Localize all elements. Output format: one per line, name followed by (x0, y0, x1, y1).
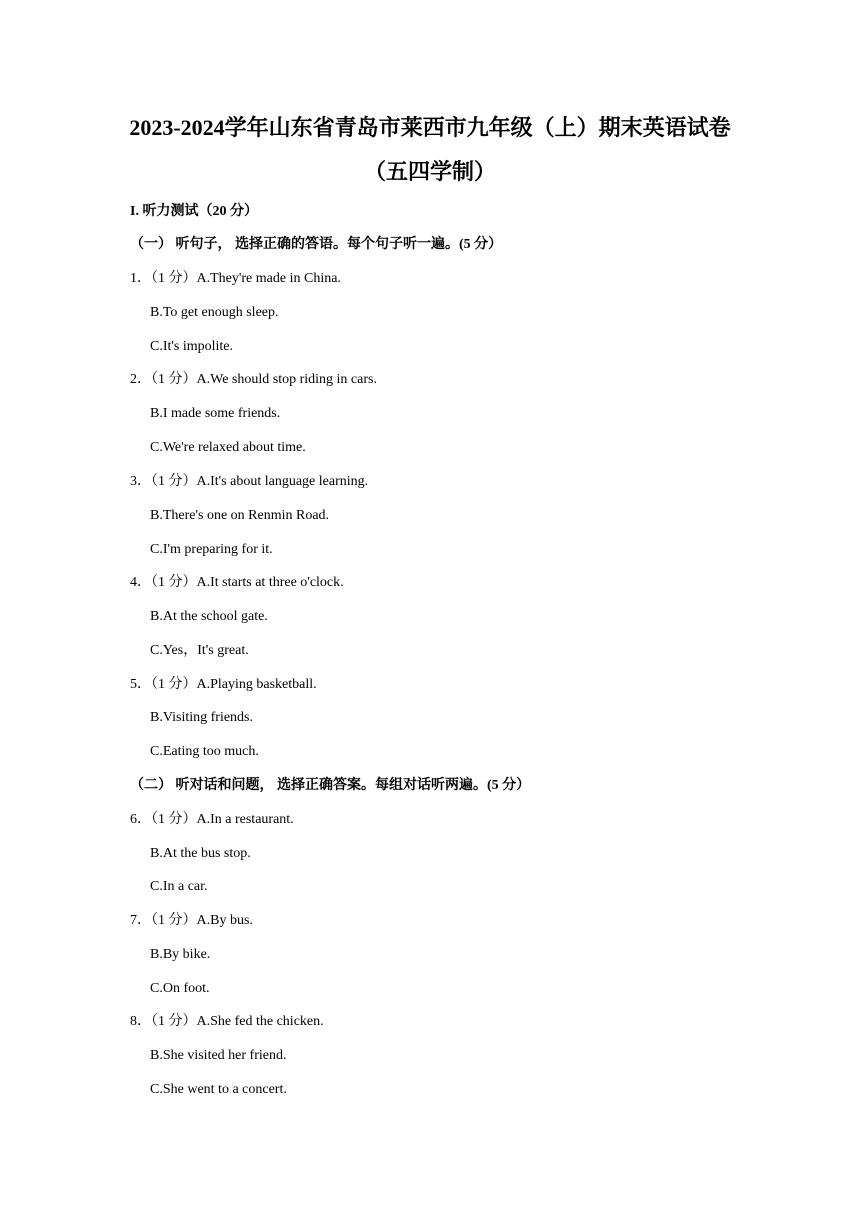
part-heading-2: （二） 听对话和问题， 选择正确答案。每组对话听两遍。(5 分） (130, 778, 531, 793)
exam-title: 2023-2024学年山东省青岛市莱西市九年级（上）期末英语试卷 (129, 115, 731, 140)
exam-subtitle: （五四学制） (363, 159, 496, 184)
question-5-option-b: B.Visiting friends. (150, 710, 253, 725)
section-heading-listening: I. 听力测试（20 分） (130, 204, 258, 219)
question-8-option-c: C.She went to a concert. (150, 1082, 287, 1097)
question-8-option-b: B.She visited her friend. (150, 1048, 287, 1063)
question-4-option-c: C.Yes，It's great. (150, 643, 249, 658)
question-1-option-b: B.To get enough sleep. (150, 305, 279, 320)
question-1-option-a: 1．（1 分）A.They're made in China. (130, 271, 341, 286)
question-2-option-c: C.We're relaxed about time. (150, 440, 306, 455)
question-3-option-c: C.I'm preparing for it. (150, 542, 273, 557)
question-2-option-a: 2．（1 分）A.We should stop riding in cars. (130, 372, 377, 387)
question-5-option-a: 5．（1 分）A.Playing basketball. (130, 677, 317, 692)
question-5-option-c: C.Eating too much. (150, 744, 259, 759)
question-3-option-b: B.There's one on Renmin Road. (150, 508, 330, 523)
question-7-option-c: C.On foot. (150, 981, 210, 996)
question-6-option-a: 6．（1 分）A.In a restaurant. (130, 812, 294, 827)
question-6-option-c: C.In a car. (150, 879, 208, 894)
question-4-option-b: B.At the school gate. (150, 609, 268, 624)
part-heading-1: （一） 听句子， 选择正确的答语。每个句子听一遍。(5 分） (130, 237, 503, 252)
question-7-option-b: B.By bike. (150, 947, 211, 962)
question-4-option-a: 4．（1 分）A.It starts at three o'clock. (130, 575, 344, 590)
question-6-option-b: B.At the bus stop. (150, 846, 251, 861)
question-3-option-a: 3．（1 分）A.It's about language learning. (130, 474, 369, 489)
question-8-option-a: 8．（1 分）A.She fed the chicken. (130, 1014, 324, 1029)
question-1-option-c: C.It's impolite. (150, 339, 234, 354)
question-2-option-b: B.I made some friends. (150, 406, 281, 421)
question-7-option-a: 7．（1 分）A.By bus. (130, 913, 253, 928)
